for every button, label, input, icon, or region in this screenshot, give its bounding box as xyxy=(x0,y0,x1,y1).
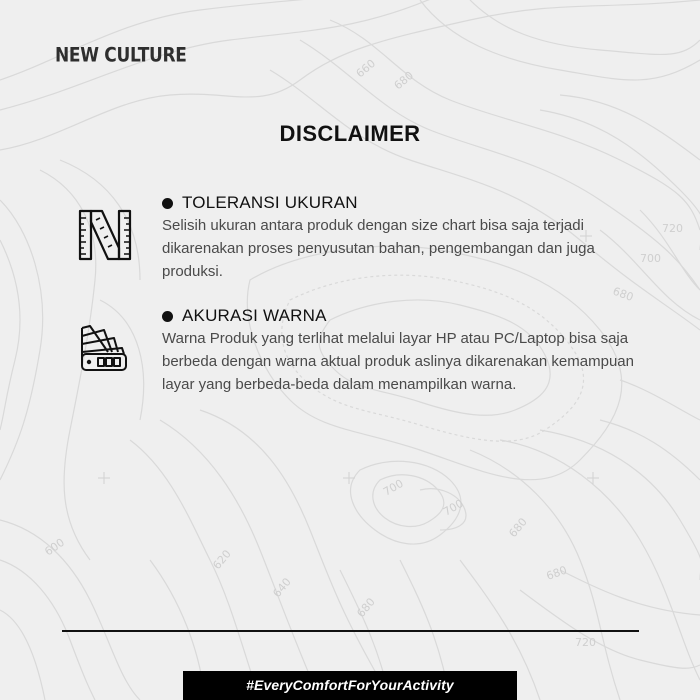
heading-text: AKURASI WARNA xyxy=(182,306,327,325)
page-title: DISCLAIMER xyxy=(279,121,421,146)
ruler-size-icon xyxy=(78,208,132,262)
map-label: 620 xyxy=(210,547,234,572)
section-color-accuracy xyxy=(162,305,652,396)
map-label: 680 xyxy=(391,68,417,93)
map-label: 680 xyxy=(610,284,636,305)
bullet-icon xyxy=(162,198,173,209)
section-size-tolerance xyxy=(162,192,652,283)
map-label: 640 xyxy=(270,575,294,600)
divider xyxy=(62,630,639,632)
map-label: 680 xyxy=(544,563,569,583)
map-label: 700 xyxy=(441,496,466,519)
map-label: 700 xyxy=(381,476,406,499)
bullet-icon xyxy=(162,311,173,322)
section-body: Warna Produk yang terlihat melalui layar HP atau PC/Laptop bisa saja berbeda dengan warna aktual produk aslinya dikarenakan kemampuan layar yang berbeda-beda dalam menampilkan warna. xyxy=(162,330,634,393)
map-label: 600 xyxy=(42,535,67,559)
heading-text: TOLERANSI UKURAN xyxy=(182,193,358,212)
map-label: 660 xyxy=(353,56,379,81)
map-label: 680 xyxy=(506,515,530,540)
map-label: 700 xyxy=(640,252,661,265)
map-label: 680 xyxy=(354,595,378,620)
section-heading xyxy=(162,192,652,214)
map-label: 720 xyxy=(575,636,596,649)
brand-logo: NEW CULTURE xyxy=(55,44,187,67)
map-label: 720 xyxy=(662,222,683,235)
section-body: Selisih ukuran antara produk dengan size chart bisa saja terjadi dikarenakan proses penyusutan bahan, pengembangan dan juga produksi. xyxy=(162,217,595,280)
hashtag-banner: #EveryComfortForYourActivity xyxy=(183,671,517,700)
color-swatch-icon xyxy=(78,322,130,374)
section-heading xyxy=(162,305,652,327)
